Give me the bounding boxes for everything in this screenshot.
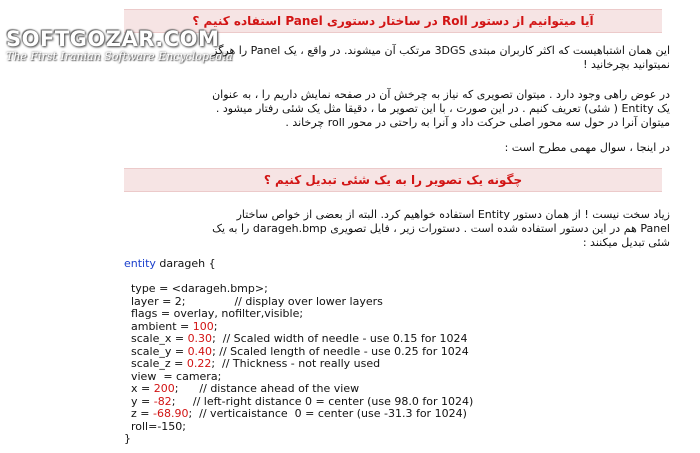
paragraph-line: یک Entity ( شئی) تعریف کنیم . در این صورت ، با این تصویر ما ، دقیقا مثل یک شئی رفتار میشود .: [215, 102, 670, 115]
code-line: [124, 408, 604, 421]
watermark-brand: SOFTGOZAR.COM: [6, 27, 220, 51]
watermark-tagline: The First Iranian Software Encyclopedia: [6, 50, 233, 63]
section-heading-roll: [124, 9, 662, 33]
paragraph-entity: [170, 88, 670, 130]
code-keyword: entity: [124, 257, 156, 270]
paragraph-line: نمیتوانید بچرخانید !: [583, 58, 670, 71]
code-number: 0.22: [186, 357, 212, 370]
code-pre: }: [124, 432, 131, 445]
code-number: 0.40: [187, 344, 213, 358]
code-pre: scale_z =: [124, 357, 187, 370]
code-pre: type = <darageh.bmp>;: [124, 282, 268, 295]
code-line: [124, 421, 604, 434]
paragraph-howto: [170, 208, 670, 250]
section-heading-text: آیا میتوانیم از دستور Roll در ساختار دستوری Panel استفاده کنیم ؟: [192, 14, 594, 28]
code-post: ; // distance ahead of the view: [174, 382, 360, 395]
code-header-rest: darageh {: [155, 257, 216, 270]
paragraph-question: [170, 141, 670, 155]
code-block: [124, 258, 604, 446]
code-pre: x =: [124, 382, 154, 395]
paragraph-line: در عوض راهی وجود دارد . میتوان تصویری که نیاز به چرخش آن در صفحه نمایش داریم را ، به عنوان: [212, 88, 670, 101]
code-post: ; // verticaistance 0 = center (use -31.3 for 1024): [188, 407, 467, 420]
code-number: -82: [153, 394, 172, 408]
code-pre: z =: [124, 407, 153, 420]
code-post: ; // Thickness - not really used: [211, 357, 381, 370]
section-heading-convert: [124, 168, 662, 192]
code-post: ; // Scaled width of needle - use 0.15 for 1024: [212, 332, 468, 345]
paragraph-line: Panel هم در این دستور استفاده شده است . دستورات زیر ، فایل تصویری darageh.bmp را به یک: [212, 222, 670, 235]
code-pre: roll=-150;: [124, 419, 187, 433]
code-pre: scale_x =: [124, 332, 188, 345]
code-post: ;: [213, 319, 218, 333]
code-pre: y =: [124, 394, 154, 408]
code-pre: layer = 2; // display over lower layers: [124, 294, 383, 308]
code-post: ; // left-right distance 0 = center (use 98.0 for 1024): [171, 394, 474, 408]
code-number: 100: [192, 319, 214, 333]
code-post: ; // Scaled length of needle - use 0.25 for 1024: [212, 344, 469, 358]
section-heading-text: چگونه یک تصویر را به یک شئی تبدیل کنیم ؟: [263, 173, 523, 187]
code-pre: scale_y =: [124, 344, 188, 358]
paragraph-intro: [170, 44, 670, 72]
code-pre: view = camera;: [124, 369, 222, 383]
paragraph-line: این همان اشتباهیست که اکثر کاربران مبتدی 3DGS مرتکب آن میشوند. در واقع ، یک Panel را هرگز: [212, 44, 670, 57]
code-number: 200: [153, 382, 175, 395]
paragraph-line: شئی تبدیل میکنند :: [582, 236, 670, 249]
code-number: -68.90: [152, 407, 189, 420]
code-pre: flags = overlay, nofilter,visible;: [124, 307, 304, 320]
paragraph-line: در اینجا ، سوال مهمی مطرح است :: [504, 141, 670, 154]
code-pre: ambient =: [124, 319, 193, 333]
code-header: [124, 258, 604, 271]
paragraph-line: زیاد سخت نیست ! از همان دستور Entity استفاده خواهیم کرد. البته از بعضی از خواص ساختار: [236, 208, 670, 221]
paragraph-line: میتوان آنرا در حول سه محور اصلی حرکت داد و آنرا به راحتی در محور roll چرخاند .: [285, 116, 670, 129]
code-line: [124, 433, 604, 446]
code-number: 0.30: [187, 332, 213, 345]
